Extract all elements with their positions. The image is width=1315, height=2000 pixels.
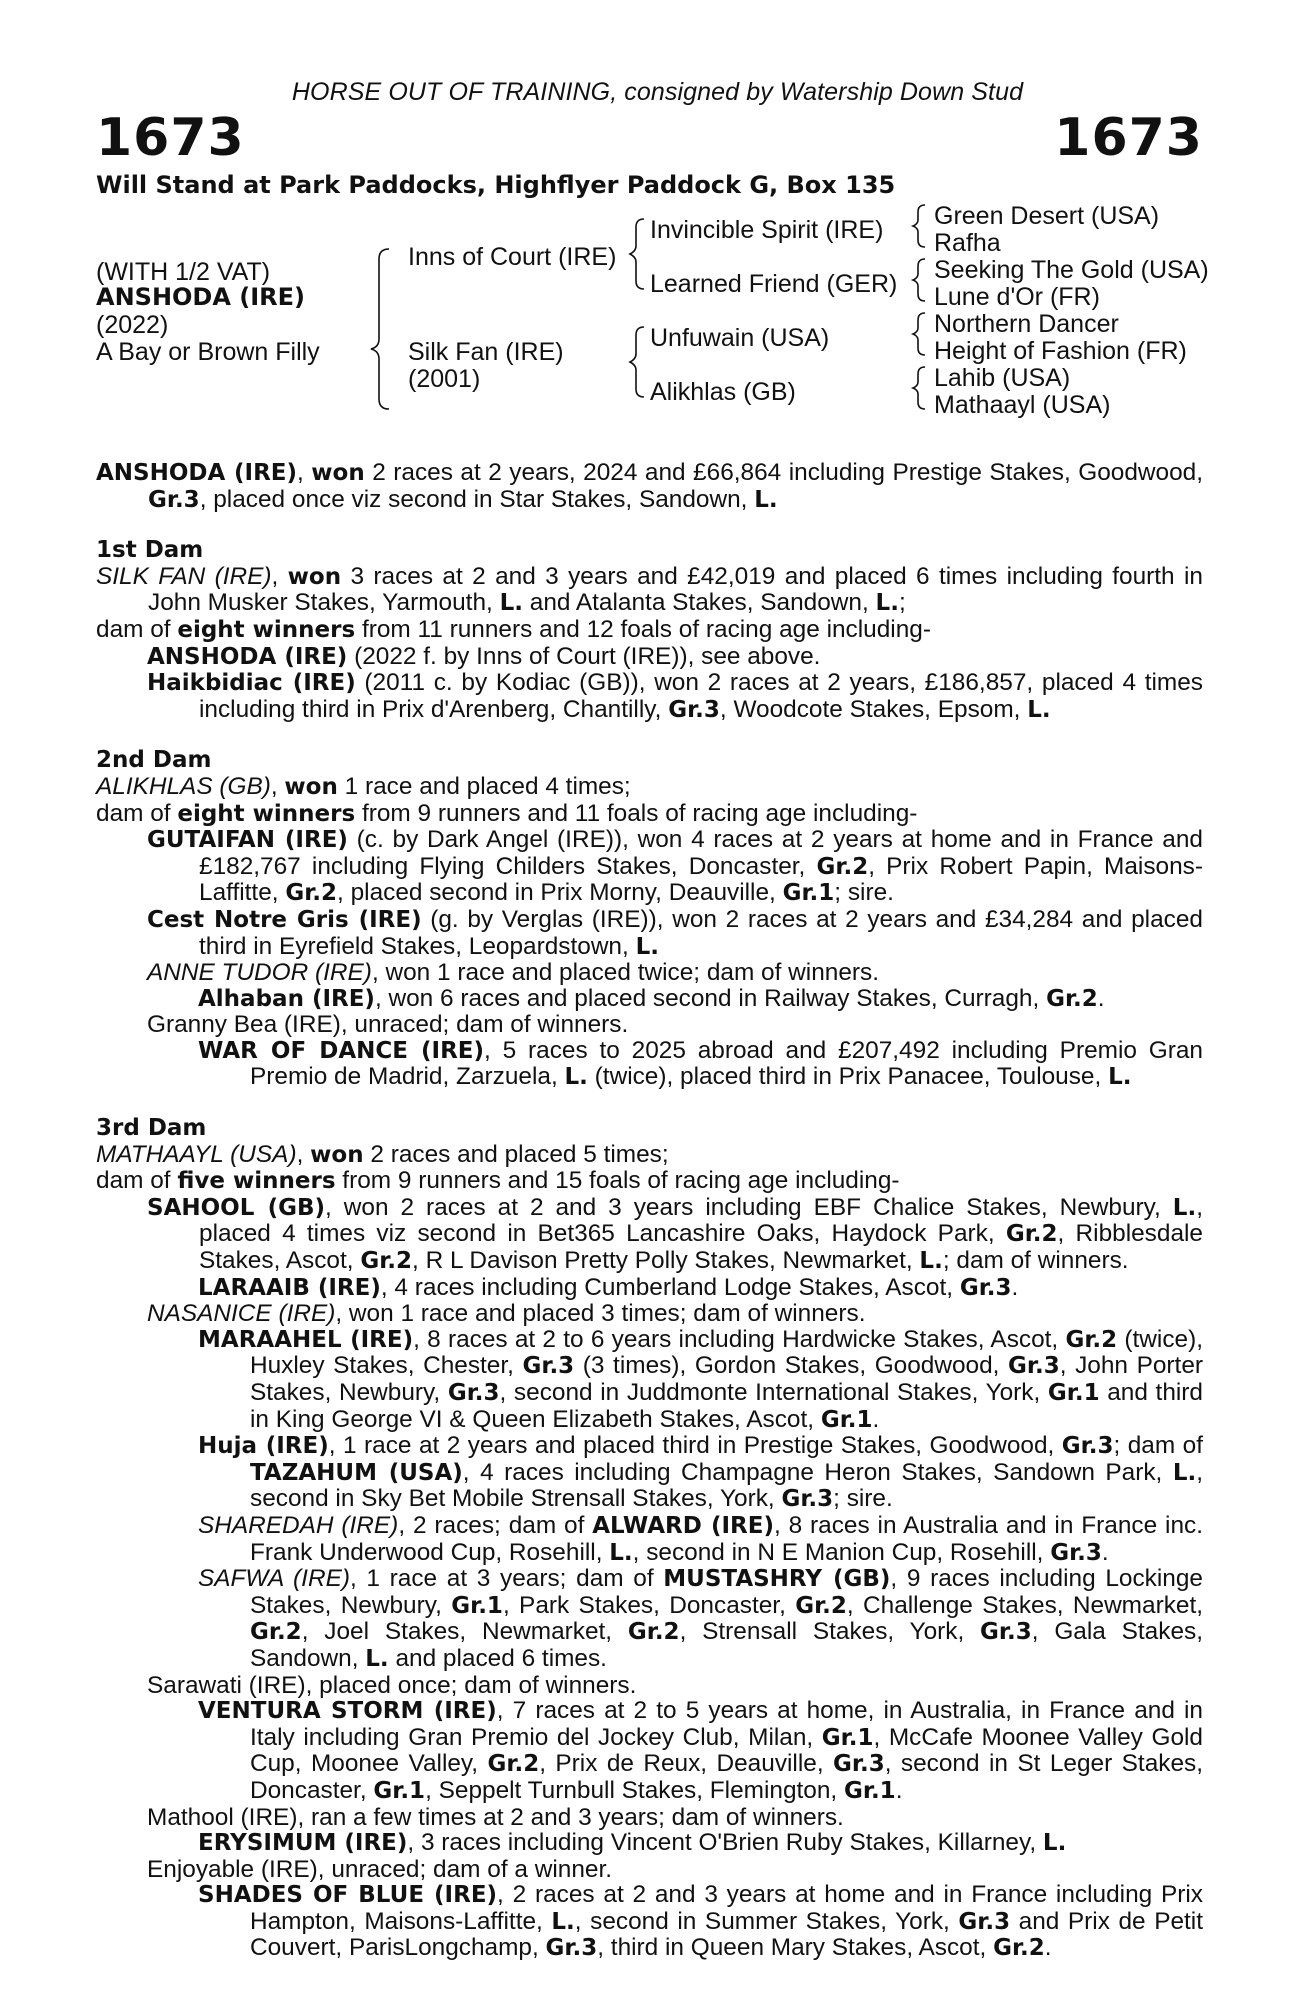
pedigree-ggs-8: Mathaayl (USA) — [934, 391, 1111, 419]
bracket-gs1 — [913, 205, 925, 247]
pedigree-paragraph: dam of eight winners from 11 runners and 12 foals of racing age including- — [96, 615, 931, 643]
pedigree-ggs-2: Rafha — [934, 229, 1001, 257]
bracket-gs2 — [913, 259, 925, 301]
pedigree-paragraph: ALIKHLAS (GB), won 1 race and placed 4 times; — [96, 772, 631, 800]
pedigree-paragraph: Cest Notre Gris (IRE) (g. by Verglas (IRE)), won 2 races at 2 years and £34,284 and placed third in Eyrefield Stakes, Leopardstown, L. — [147, 905, 1203, 960]
pedigree-paragraph: Alhaban (IRE), won 6 races and placed second in Railway Stakes, Curragh, Gr.2. — [198, 984, 1105, 1012]
pedigree-sire-sire: Invincible Spirit (IRE) — [650, 216, 884, 244]
horse-description: A Bay or Brown Filly — [96, 338, 320, 366]
pedigree-dam-year: (2001) — [408, 365, 481, 393]
pedigree-paragraph: dam of eight winners from 9 runners and 11 foals of racing age including- — [96, 799, 918, 827]
horse-name: ANSHODA (IRE) — [96, 283, 306, 311]
pedigree-dam: Silk Fan (IRE) — [408, 338, 564, 366]
vat-note: (WITH 1/2 VAT) — [96, 258, 271, 286]
pedigree-dam-sire: Unfuwain (USA) — [650, 324, 830, 352]
pedigree-paragraph: SHADES OF BLUE (IRE), 2 races at 2 and 3 years at home and in France including Prix Hampton, Maisons-Laffitte, L., second in Summer Stakes, York, Gr.3 and Prix de Petit Couvert, ParisLongchamp, Gr.3, third in Queen Mary Stakes, Ascot, Gr.2. — [198, 1881, 1203, 1962]
bracket-gs4 — [913, 367, 925, 409]
pedigree-notes — [96, 460, 1203, 1962]
pedigree-paragraph: ANSHODA (IRE), won 2 races at 2 years, 2024 and £66,864 including Prestige Stakes, Goodwood, Gr.3, placed once viz second in Star Stakes, Sandown, L. — [96, 459, 1203, 513]
pedigree-paragraph: Haikbidiac (IRE) (2011 c. by Kodiac (GB)), won 2 races at 2 years, £186,857, placed 4 times including third in Prix d'Arenberg, Chantilly, Gr.3, Woodcote Stakes, Epsom, L. — [147, 669, 1203, 723]
pedigree-sire-dam: Learned Friend (GER) — [650, 270, 898, 298]
pedigree-ggs-4: Lune d'Or (FR) — [934, 283, 1100, 311]
pedigree-paragraph: Sarawati (IRE), placed once; dam of winners. — [147, 1671, 637, 1699]
lot-number-left: 1673 — [96, 108, 245, 168]
pedigree-paragraph: dam of five winners from 9 runners and 15 foals of racing age including- — [96, 1167, 900, 1195]
pedigree-ggs-7: Lahib (USA) — [934, 364, 1071, 392]
pedigree-paragraph: Granny Bea (IRE), unraced; dam of winners. — [147, 1011, 629, 1039]
pedigree-ggs-6: Height of Fashion (FR) — [934, 337, 1187, 365]
pedigree-paragraph: Enjoyable (IRE), unraced; dam of a winner. — [147, 1855, 613, 1883]
pedigree-ggs-5: Northern Dancer — [934, 310, 1119, 338]
pedigree-paragraph: MATHAAYL (USA), won 2 races and placed 5 times; — [96, 1140, 669, 1168]
pedigree-paragraph: Mathool (IRE), ran a few times at 2 and 3 years; dam of winners. — [147, 1803, 844, 1831]
pedigree-paragraph: LARAAIB (IRE), 4 races including Cumberland Lodge Stakes, Ascot, Gr.3. — [198, 1273, 1019, 1301]
pedigree-paragraph: SAHOOL (GB), won 2 races at 2 and 3 years including EBF Chalice Stakes, Newbury, L., placed 4 times viz second in Bet365 Lancashire Oaks, Haydock Park, Gr.2, Ribblesdale Stakes, Ascot, Gr.2, R L Davison Pretty Polly Stakes, Newmarket, L.; dam of winners. — [147, 1193, 1203, 1275]
pedigree-ggs-3: Seeking The Gold (USA) — [934, 256, 1209, 284]
pedigree-ggs-1: Green Desert (USA) — [934, 202, 1160, 230]
section-heading-first-dam: 1st Dam — [96, 537, 204, 564]
bracket-gs3 — [913, 313, 925, 355]
pedigree-dam-dam: Alikhlas (GB) — [650, 378, 796, 406]
pedigree-paragraph: Huja (IRE), 1 race at 2 years and placed third in Prestige Stakes, Goodwood, Gr.3; dam of TAZAHUM (USA), 4 races including Champagne Heron Stakes, Sandown Park, L., second in Sky Bet Mobile Strensall Stakes, York, Gr.3; sire. — [198, 1432, 1203, 1513]
bracket-sire — [630, 219, 644, 289]
pedigree-paragraph: WAR OF DANCE (IRE), 5 races to 2025 abroad and £207,492 including Premio Gran Premio de Madrid, Zarzuela, L. (twice), placed third in Prix Panacee, Toulouse, L. — [198, 1036, 1203, 1091]
pedigree-paragraph: SAFWA (IRE), 1 race at 3 years; dam of MUSTASHRY (GB), 9 races including Lockinge Stakes, Newbury, Gr.1, Park Stakes, Doncaster, Gr.2, Challenge Stakes, Newmarket, Gr.2, Joel Stakes, Newmarket, Gr.2, Strensall Stakes, York, Gr.3, Gala Stakes, Sandown, L. and placed 6 times. — [198, 1565, 1204, 1672]
pedigree-paragraph: GUTAIFAN (IRE) (c. by Dark Angel (IRE)), won 4 races at 2 years at home and in France and £182,767 including Flying Childers Stakes, Doncaster, Gr.2, Prix Robert Papin, Maisons-Laffitte, Gr.2, placed second in Prix Morny, Deauville, Gr.1; sire. — [147, 826, 1203, 907]
consignment-line: HORSE OUT OF TRAINING, consigned by Watership Down Stud — [291, 78, 1024, 106]
section-heading-second-dam: 2nd Dam — [96, 747, 212, 774]
pedigree-paragraph: ANNE TUDOR (IRE), won 1 race and placed twice; dam of winners. — [147, 959, 879, 987]
pedigree-paragraph: SHAREDAH (IRE), 2 races; dam of ALWARD (IRE), 8 races in Australia and in France inc. Frank Underwood Cup, Rosehill, L., second in N E Manion Cup, Rosehill, Gr.3. — [198, 1511, 1203, 1566]
pedigree-paragraph: ANSHODA (IRE) (2022 f. by Inns of Court (IRE)), see above. — [147, 642, 821, 670]
section-heading-third-dam: 3rd Dam — [96, 1115, 207, 1142]
pedigree-paragraph: SILK FAN (IRE), won 3 races at 2 and 3 years and £42,019 and placed 6 times including fourth in John Musker Stakes, Yarmouth, L. and Atalanta Stakes, Sandown, L.; — [96, 562, 1203, 617]
pedigree-paragraph: VENTURA STORM (IRE), 7 races at 2 to 5 years at home, in Australia, in France and in Italy including Gran Premio del Jockey Club, Milan, Gr.1, McCafe Moonee Valley Gold Cup, Moonee Valley, Gr.2, Prix de Reux, Deauville, Gr.3, second in St Leger Stakes, Doncaster, Gr.1, Seppelt Turnbull Stakes, Flemington, Gr.1. — [198, 1697, 1203, 1804]
bracket-generation-1 — [371, 249, 389, 409]
stand-location: Will Stand at Park Paddocks, Highflyer Paddock G, Box 135 — [96, 171, 896, 199]
pedigree-paragraph: MARAAHEL (IRE), 8 races at 2 to 6 years including Hardwicke Stakes, Ascot, Gr.2 (twice), Huxley Stakes, Chester, Gr.3 (3 times), Gordon Stakes, Goodwood, Gr.3, John Porter Stakes, Newbury, Gr.3, second in Juddmonte International Stakes, York, Gr.1 and third in King George VI & Queen Elizabeth Stakes, Ascot, Gr.1. — [198, 1325, 1204, 1433]
bracket-dam — [630, 327, 644, 397]
lot-number-right: 1673 — [1054, 108, 1203, 168]
horse-year: (2022) — [96, 311, 169, 339]
pedigree-sire: Inns of Court (IRE) — [408, 243, 617, 271]
pedigree-paragraph: ERYSIMUM (IRE), 3 races including Vincent O'Brien Ruby Stakes, Killarney, L. — [198, 1829, 1067, 1857]
pedigree-paragraph: NASANICE (IRE), won 1 race and placed 3 times; dam of winners. — [147, 1300, 866, 1328]
